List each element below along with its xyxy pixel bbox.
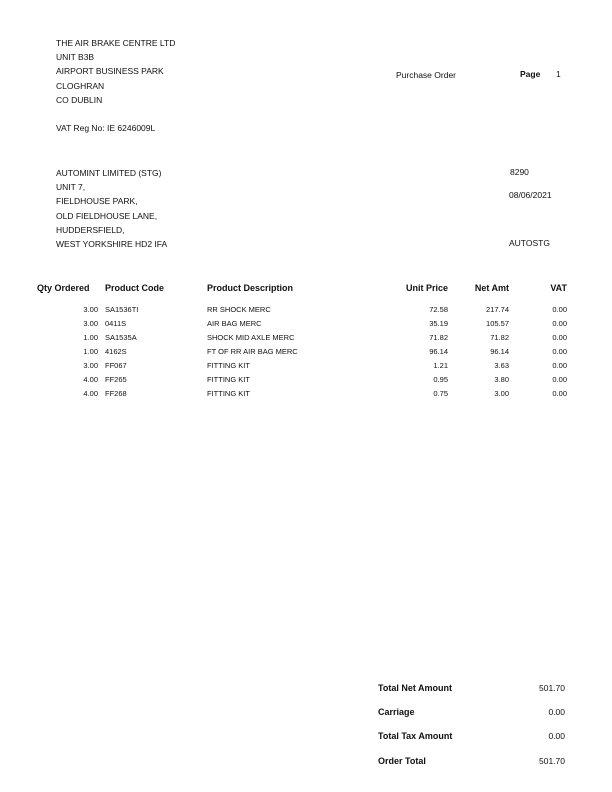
cell-unit-price: 1.21 (433, 361, 448, 370)
cell-description: FITTING KIT (207, 389, 250, 398)
supplier-address-line: WEST YORKSHIRE HD2 IFA (56, 238, 168, 249)
cell-code: 0411S (105, 319, 127, 328)
column-header-code: Product Code (105, 283, 165, 293)
cell-net-amount: 105.57 (486, 319, 509, 328)
cell-vat: 0.00 (552, 375, 567, 384)
cell-qty: 1.00 (83, 333, 98, 342)
cell-net-amount: 3.63 (494, 361, 509, 370)
cell-qty: 3.00 (83, 319, 98, 328)
cell-unit-price: 0.75 (433, 389, 448, 398)
total-net-value: 501.70 (539, 683, 565, 693)
cell-code: FF067 (105, 361, 127, 370)
cell-net-amount: 217.74 (486, 305, 509, 314)
sender-address (56, 36, 175, 107)
cell-net-amount: 96.14 (490, 347, 509, 356)
carriage-value: 0.00 (548, 707, 565, 717)
cell-unit-price: 72.58 (429, 305, 448, 314)
cell-unit-price: 71.82 (429, 333, 448, 342)
cell-unit-price: 96.14 (429, 347, 448, 356)
cell-description: SHOCK MID AXLE MERC (207, 333, 295, 342)
total-net-label: Total Net Amount (378, 683, 452, 693)
table-row (0, 304, 612, 318)
cell-unit-price: 35.19 (429, 319, 448, 328)
supplier-address-line: HUDDERSFIELD, (56, 224, 125, 235)
cell-qty: 4.00 (83, 375, 98, 384)
total-tax-value: 0.00 (548, 731, 565, 741)
sender-address-line: CLOGHRAN (56, 80, 105, 91)
order-reference: AUTOSTG (509, 238, 550, 248)
document-title: Purchase Order (396, 70, 456, 80)
cell-description: FITTING KIT (207, 361, 250, 370)
cell-description: RR SHOCK MERC (207, 305, 271, 314)
table-row (0, 318, 612, 332)
table-row (0, 346, 612, 360)
cell-vat: 0.00 (552, 305, 567, 314)
cell-net-amount: 3.00 (494, 389, 509, 398)
sender-address-line: UNIT B3B (56, 52, 95, 63)
cell-code: SA1536TI (105, 305, 139, 314)
cell-description: AIR BAG MERC (207, 319, 262, 328)
cell-vat: 0.00 (552, 389, 567, 398)
cell-qty: 1.00 (83, 347, 98, 356)
cell-vat: 0.00 (552, 347, 567, 356)
page-number: 1 (556, 69, 561, 79)
cell-qty: 3.00 (83, 305, 98, 314)
supplier-address-line: FIELDHOUSE PARK, (56, 196, 138, 207)
order-number: 8290 (510, 167, 529, 177)
cell-code: FF268 (105, 389, 127, 398)
table-row (0, 332, 612, 346)
cell-description: FT OF RR AIR BAG MERC (207, 347, 298, 356)
cell-vat: 0.00 (552, 333, 567, 342)
items-table (0, 304, 612, 402)
cell-code: FF265 (105, 375, 127, 384)
cell-unit-price: 0.95 (433, 375, 448, 384)
cell-qty: 3.00 (83, 361, 98, 370)
cell-net-amount: 71.82 (490, 333, 509, 342)
order-total-value: 501.70 (539, 756, 565, 766)
page-label: Page (520, 69, 541, 79)
column-header-description: Product Description (207, 283, 294, 293)
cell-qty: 4.00 (83, 389, 98, 398)
total-tax-label: Total Tax Amount (378, 731, 453, 741)
column-header-qty: Qty Ordered (37, 283, 90, 293)
cell-code: SA1535A (105, 333, 137, 342)
sender-company-name: THE AIR BRAKE CENTRE LTD (56, 38, 176, 48)
cell-code: 4162S (105, 347, 127, 356)
table-row (0, 360, 612, 374)
supplier-address-line: OLD FIELDHOUSE LANE, (56, 210, 158, 221)
sender-address-line: AIRPORT BUSINESS PARK (56, 66, 164, 77)
table-row (0, 374, 612, 388)
column-header-unit-price: Unit Price (405, 283, 448, 293)
carriage-label: Carriage (378, 707, 415, 717)
column-header-vat: VAT (550, 283, 567, 293)
supplier-address (56, 166, 167, 251)
order-total-label: Order Total (378, 756, 426, 766)
cell-vat: 0.00 (552, 361, 567, 370)
cell-net-amount: 3.80 (494, 375, 509, 384)
cell-description: FITTING KIT (207, 375, 250, 384)
table-row (0, 388, 612, 402)
vat-registration: VAT Reg No: IE 6246009L (56, 123, 156, 133)
cell-vat: 0.00 (552, 319, 567, 328)
supplier-name: AUTOMINT LIMITED (STG) (56, 168, 162, 178)
supplier-address-line: UNIT 7, (56, 182, 86, 193)
column-header-net-amount: Net Amt (474, 283, 509, 293)
sender-address-line: CO DUBLIN (56, 94, 103, 105)
order-date: 08/06/2021 (509, 190, 552, 200)
